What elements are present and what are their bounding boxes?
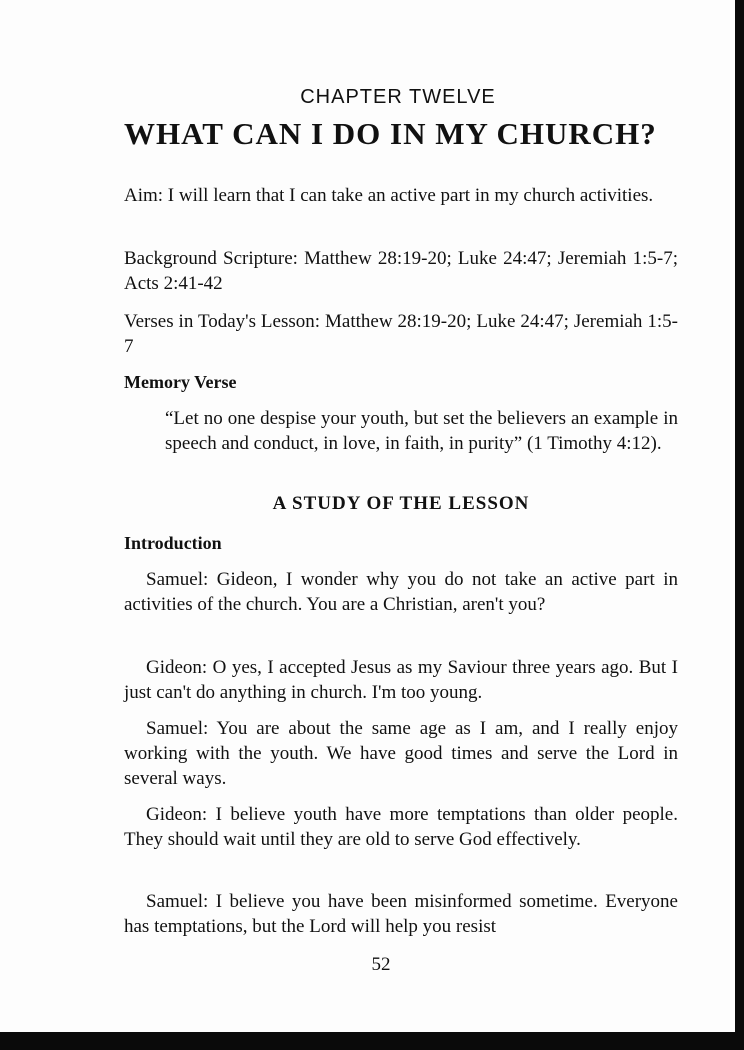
- memory-verse-heading: Memory Verse: [124, 372, 237, 392]
- background-scripture-paragraph: Background Scripture: Matthew 28:19-20; Luke 24:47; Jeremiah 1:5-7; Acts 2:41-42: [124, 248, 678, 294]
- scan-edge-bottom: [0, 1032, 744, 1050]
- introduction-heading: Introduction: [124, 533, 222, 553]
- aim-paragraph: Aim: I will learn that I can take an active part in my church activities.: [124, 185, 654, 206]
- dialogue-paragraph: Samuel: I believe you have been misinformed sometime. Everyone has temptations, but the Lord will help you resist: [124, 891, 678, 937]
- dialogue-paragraph: Gideon: I believe youth have more temptations than older people. They should wait until they are old to serve God effectively.: [124, 804, 678, 850]
- verses-in-lesson-paragraph: Verses in Today's Lesson: Matthew 28:19-20; Luke 24:47; Jeremiah 1:5-7: [124, 311, 678, 357]
- memory-verse-text: “Let no one despise your youth, but set the believers an example in speech and conduct, in love, in faith, in purity” (1 Timothy 4:12).: [165, 408, 678, 454]
- dialogue-paragraph: Samuel: Gideon, I wonder why you do not take an active part in activities of the church. You are a Christian, aren't you?: [124, 569, 678, 615]
- study-heading: A STUDY OF THE LESSON: [272, 493, 530, 514]
- dialogue-paragraph: Samuel: You are about the same age as I am, and I really enjoy working with the youth. We have good times and serve the Lord in several ways.: [124, 718, 678, 789]
- page-number: 52: [371, 954, 391, 975]
- dialogue-paragraph: Gideon: O yes, I accepted Jesus as my Saviour three years ago. But I just can't do anything in church. I'm too young.: [124, 657, 678, 703]
- chapter-label: CHAPTER TWELVE: [300, 86, 496, 108]
- chapter-title: WHAT CAN I DO IN MY CHURCH?: [124, 116, 657, 151]
- scan-edge-right: [735, 0, 744, 1050]
